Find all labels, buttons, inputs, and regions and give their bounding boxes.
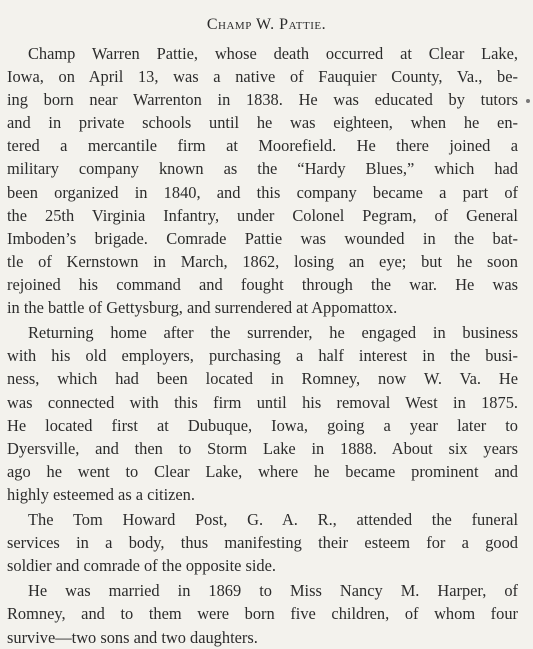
paragraph-2-line-4: was connected with this firm until his removal West in 1875. — [7, 393, 518, 412]
paragraph-1-line-4: and in private schools until he was eighteen, when he en- — [7, 113, 518, 132]
paragraph-4-line-3: survive—two sons and two daughters. — [7, 628, 258, 647]
paragraph-2-line-5: He located first at Dubuque, Iowa, going a year later to — [7, 416, 518, 435]
paragraph-1-line-2: Iowa, on April 13, was a native of Fauquier County, Va., be- — [7, 67, 518, 86]
paragraph-3-line-1: The Tom Howard Post, G. A. R., attended the funeral — [28, 510, 518, 529]
paragraph-2-line-7: ago he went to Clear Lake, where he became prominent and — [7, 462, 518, 481]
paragraph-1-line-11: rejoined his command and fought through the war. He was — [7, 275, 518, 294]
paragraph-3-line-3: soldier and comrade of the opposite side. — [7, 556, 277, 575]
margin-speck — [526, 99, 530, 103]
paragraph-2-line-1: Returning home after the surrender, he engaged in business — [28, 323, 518, 342]
paragraph-1-line-10: tle of Kernstown in March, 1862, losing an eye; but he soon — [7, 252, 518, 271]
paragraph-1-line-8: the 25th Virginia Infantry, under Colonel Pegram, of General — [7, 206, 518, 225]
paragraph-1-line-7: been organized in 1840, and this company became a part of — [7, 183, 518, 202]
paragraph-1-line-5: tered a mercantile firm at Moorefield. He there joined a — [7, 136, 518, 155]
article-title: Champ W. Pattie. — [206, 16, 327, 33]
paragraph-1-line-12: in the battle of Gettysburg, and surrendered at Appomattox. — [7, 298, 398, 317]
paragraph-1-line-6: military company known as the “Hardy Blues,” which had — [7, 159, 518, 178]
paragraph-2-line-6: Dyersville, and then to Storm Lake in 1888. About six years — [7, 439, 518, 458]
paragraph-2-line-3: ness, which had been located in Romney, now W. Va. He — [7, 369, 518, 388]
paragraph-4-line-1: He was married in 1869 to Miss Nancy M. Harper, of — [28, 581, 518, 600]
paragraph-2-line-2: with his old employers, purchasing a half interest in the busi- — [7, 346, 518, 365]
paragraph-1-line-3: ing born near Warrenton in 1838. He was educated by tutors — [7, 90, 518, 109]
paragraph-3-line-2: services in a body, thus manifesting their esteem for a good — [7, 533, 518, 552]
paragraph-2-line-8: highly esteemed as a citizen. — [7, 485, 195, 504]
paragraph-1-line-1: Champ Warren Pattie, whose death occurred at Clear Lake, — [28, 44, 518, 63]
paragraph-4-line-2: Romney, and to them were born five children, of whom four — [7, 604, 518, 623]
paragraph-1-line-9: Imboden’s brigade. Comrade Pattie was wounded in the bat- — [7, 229, 518, 248]
